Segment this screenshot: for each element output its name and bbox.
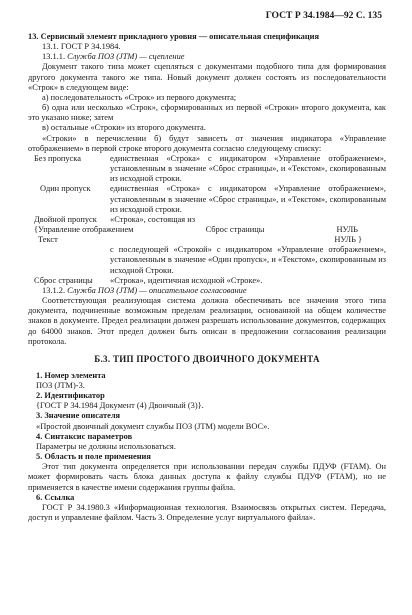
table-value-one-skip: единственная «Строка» с индикатором «Управление отображением», установленным в значение «Сброс страницы», и «Текстом», скопированным из исходной строки. <box>110 184 386 214</box>
structure-row-1 <box>28 225 386 235</box>
item-2-heading: 2. Идентификатор <box>36 391 105 401</box>
item-6-heading: 6. Ссылка <box>36 492 75 502</box>
paragraph-conformance: Соответствующая реализующая система должна обеспечивать все значения этого типа документа, подчиненные возможным пределам реализации, основанной на общем количестве знаков в документе. Предел реализации должен разрешать использование документов, содержащих до 64000 знаков. Этот предел должен быть описан в предложении согласования реализации протокола. <box>28 296 386 346</box>
display-control-table <box>28 154 386 225</box>
clause-13-1-2-title: — описательное согласование <box>137 285 247 295</box>
table-value-page-reset: «Строка», идентичная исходной «Строке». <box>110 275 263 285</box>
display-control-table-continued <box>28 245 386 286</box>
running-head: ГОСТ Р 34.1984—92 С. 135 <box>265 10 382 21</box>
table-value-double-skip-follow: с последующей «Строкой» с индикатором «Управление отображением», установленным в значение «Один пропуск», и «Текстом», скопированным из исходной Строки. <box>110 245 386 275</box>
clause-13-1-2-service: Служба ПОЗ (JTM) <box>67 285 138 295</box>
item-2-text: {ГОСТ Р 34.1984 Документ (4) Двоичный (3)}. <box>36 401 204 411</box>
structure-display-control: {Управление отображением <box>34 224 134 234</box>
clause-13-1-1 <box>28 52 386 62</box>
item-1-heading: 1. Номер элемента <box>36 370 106 380</box>
clause-13-1-2-number: 13.1.2. <box>42 285 68 295</box>
paragraph-display-control: «Строки» в перечислении б) будут зависеть от значения индикатора «Управление отображением» в первой строке второго документа согласно следующему списку: <box>28 133 386 153</box>
structure-null-1: НУЛЬ <box>336 224 358 234</box>
item-3-heading: 3. Значение описателя <box>36 411 121 421</box>
structure-text: Текст <box>38 235 58 245</box>
item-4-text: Параметры не должны использоваться. <box>36 441 176 451</box>
table-key-page-reset: Сброс страницы <box>34 275 93 285</box>
section-b3-title: Б.3. ТИП ПРОСТОГО ДВОИЧНОГО ДОКУМЕНТА <box>94 353 320 364</box>
list-item-b: б) одна или несколько «Строк», сформированных из первой «Строки» второго документа, как это указано ниже; затем <box>28 103 386 123</box>
item-5-heading: 5. Область и поле применения <box>36 452 151 462</box>
item-5-text: Этот тип документа определяется при использовании передач службы ПДУФ (FTAM). Он может формировать часть блока данных доступа к файлу службы ПДУФ (FTAM), но не применяется в качестве имени содержания группы файла. <box>28 462 386 492</box>
table-key-no-skip: Без пропуска <box>34 153 81 163</box>
table-key-double-skip: Двойной пропуск <box>34 214 97 224</box>
clause-13-1-1-service: Служба ПОЗ (JTM) <box>67 52 138 62</box>
list-item-a: а) последовательность «Строк» из первого документа; <box>42 92 237 102</box>
paragraph-concatenation: Документ такого типа может сцепляться с документами подобного типа для формирования другого документа такого же типа. Новый документ должен состоять из последовательности «Строк» в следующем виде: <box>28 62 386 92</box>
clause-13-1-2 <box>28 286 386 296</box>
clause-13-1-1-title: — сцепление <box>137 52 185 62</box>
structure-row-2 <box>28 235 386 245</box>
structure-page-reset: Сброс страницы <box>205 224 265 234</box>
list-item-v: в) остальные «Строки» из второго документа. <box>42 123 206 133</box>
structure-null-2: НУЛЬ } <box>334 235 362 245</box>
item-4-heading: 4. Синтаксис параметров <box>36 431 133 441</box>
item-3-text: «Простой двоичный документ службы ПОЗ (JTM) модели ВОС». <box>36 421 270 431</box>
clause-13-1: 13.1. ГОСТ Р 34.1984. <box>42 42 121 52</box>
table-value-double-skip: «Строка», состоящая из <box>110 214 195 224</box>
table-value-no-skip: единственная «Строка» с индикатором «Управление отображением», установленным в значение «Сброс страницы», и «Текстом», скопированным из исходной строки. <box>110 153 386 184</box>
item-6-text: ГОСТ Р 34.1980.3 «Информационная технология. Взаимосвязь открытых систем. Передача, доступ и управление файлом. Часть 3. Определение услуг виртуального файла». <box>28 502 386 523</box>
item-1-text: ПОЗ (JTM)-3. <box>36 381 85 390</box>
table-key-one-skip: Один пропуск <box>40 184 91 194</box>
section-13-heading: 13. Сервисный элемент прикладного уровня — описательная спецификация <box>28 32 320 41</box>
clause-13-1-1-number: 13.1.1. <box>42 52 68 62</box>
